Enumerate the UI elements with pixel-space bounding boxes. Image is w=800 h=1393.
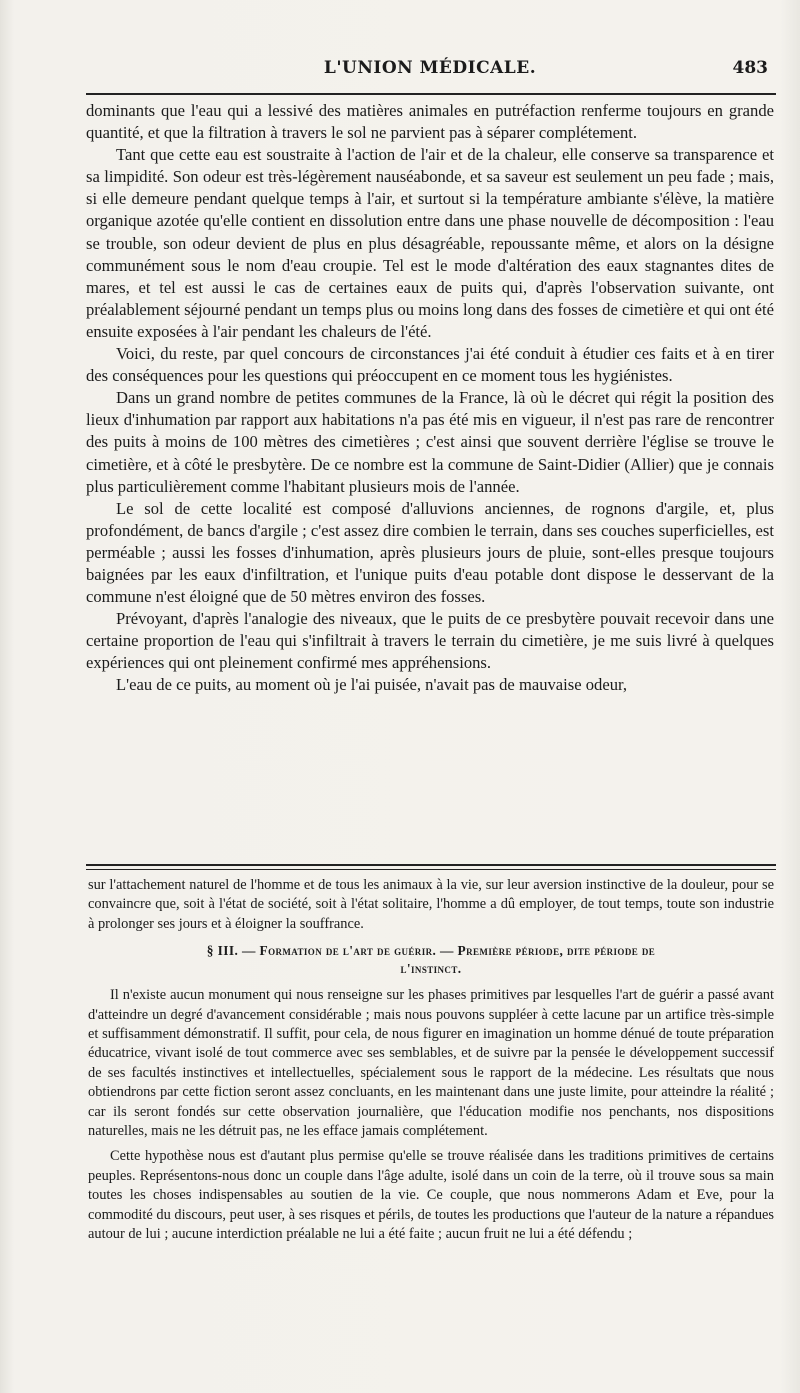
feuilleton-paragraph: Cette hypothèse nous est d'autant plus permise qu'elle se trouve réalisée dans les traditions primitives de certains peuples. Représentons-nous donc un couple dans l'âge adulte, isolé dans un coin de la terre, où il trouve sous sa main toutes les choses indispensables au soutien de la vie. Ce couple, que nous nommerons Adam et Eve, pour la commodité du discours, peut user, à ses risques et périls, de toutes les productions que l'auteur de la nature a répandues autour de lui ; aucune interdiction préalable ne lui a été faite ; aucun fruit ne lui a été défendu ; (88, 1148, 774, 1243)
header-rule (86, 93, 776, 95)
section-heading (88, 942, 774, 978)
feuilleton-paragraph: Il n'existe aucun monument qui nous renseigne sur les phases primitives par lesquelles l'art de guérir a passé avant d'atteindre un degré d'avancement considérable ; mais nous pouvons suppléer à cette lacune par un artifice très-simple et suffisamment démonstratif. Il suffit, pour cela, de nous figurer en imagination un homme dénué de toute préparation éducatrice, vivant isolé de tout commerce avec ses semblables, et de suivre par la pensée le développement successif de ses facultés instinctives et intellectuelles, spécialement sous le rapport de la médecine. Les résultats que nous obtiendrons par cette fiction seront assez concluants, en les maintenant dans une juste limite, pour atteindre la réalité ; car ils seront fondés sur cette observation journalière, que l'éducation modifie nos penchants, nos dispositions naturelles, mais ne les détruit pas, ne les efface jamais complétement. (88, 987, 774, 1140)
feuilleton-separator (86, 864, 776, 870)
body-paragraph: Tant que cette eau est soustraite à l'action de l'air et de la chaleur, elle conserve sa transparence et sa limpidité. Son odeur est très-légèrement nauséabonde, et sa saveur est seulement un peu fade ; mais, si elle demeure pendant quelque temps à l'air, et surtout si la température ambiante s'élève, la matière organique azotée qu'elle contient en dissolution entre dans une phase nouvelle de décomposition : l'eau se trouble, son odeur devient de plus en plus désagréable, repoussante même, et alors on la désigne communément sous le nom d'eau croupie. Tel est le mode d'altération des eaux stagnantes dites de mares, et tel est aussi le cas de certaines eaux de puits qui, d'après l'observation suivante, ont préalablement séjourné pendant un temps plus ou moins long dans des fosses de cimetière et qui ont été ensuite exposées à l'air pendant les chaleurs de l'été. (86, 145, 775, 341)
page-header (86, 58, 774, 84)
body-paragraph: dominants que l'eau qui a lessivé des matières animales en putréfaction renferme toujours en grande quantité, et que la filtration à travers le sol ne parvient pas à séparer complétement. (86, 101, 774, 143)
main-text (86, 100, 774, 697)
body-paragraph: L'eau de ce puits, au moment où je l'ai puisée, n'avait pas de mauvaise odeur, (116, 675, 628, 695)
body-paragraph: Voici, du reste, par quel concours de circonstances j'ai été conduit à étudier ces faits et à en tirer des conséquences pour les questions qui préoccupent en ce moment tous les hygiénistes. (86, 344, 774, 386)
body-paragraph: Dans un grand nombre de petites communes de la France, là où le décret qui régit la position des lieux d'inhumation par rapport aux habitations n'a pas été mis en vigueur, il n'est pas rare de rencontrer des puits à moins de 100 mètres des cimetières ; c'est ainsi que souvent derrière l'église se trouve le cimetière, et à côté le presbytère. De ce nombre est la commune de Saint-Didier (Allier) que je connais plus particulièrement comme l'habitant plusieurs mois de l'année. (86, 388, 774, 496)
body-paragraph: Prévoyant, d'après l'analogie des niveaux, que le puits de ce presbytère pouvait recevoir dans une certaine proportion de l'eau qui s'infiltrait à travers le terrain du cimetière, je me suis livré à quelques expériences qui ont pleinement confirmé mes appréhensions. (86, 609, 774, 673)
running-title: L'UNION MÉDICALE. (323, 58, 537, 78)
feuilleton-text (88, 876, 774, 1245)
section-heading-line: l'instinct. (400, 961, 462, 977)
feuilleton-continuation: sur l'attachement naturel de l'homme et de tous les animaux à la vie, sur leur aversion instinctive de la douleur, pour se convaincre que, soit à l'état de société, soit à l'état solitaire, l'homme a dû employer, de tout temps, toute son industrie à prolonger ses jours et à éloigner la souffrance. (88, 877, 774, 932)
body-paragraph: Le sol de cette localité est composé d'alluvions anciennes, de rognons d'argile, et, plus profondément, de bancs d'argile ; c'est assez dire combien le terrain, dans ses couches superficielles, est perméable ; aussi les fosses d'inhumation, après plusieurs jours de pluie, sont-elles presque toujours baignées par les eaux d'infiltration, et l'unique puits d'eau potable dont dispose le desservant de la commune n'est éloigné que de 50 mètres environ des fosses. (86, 498, 774, 607)
page-number: 483 (732, 58, 768, 78)
section-heading-line: § III. — Formation de l'art de guérir. — Première période, dite période de (206, 943, 656, 959)
